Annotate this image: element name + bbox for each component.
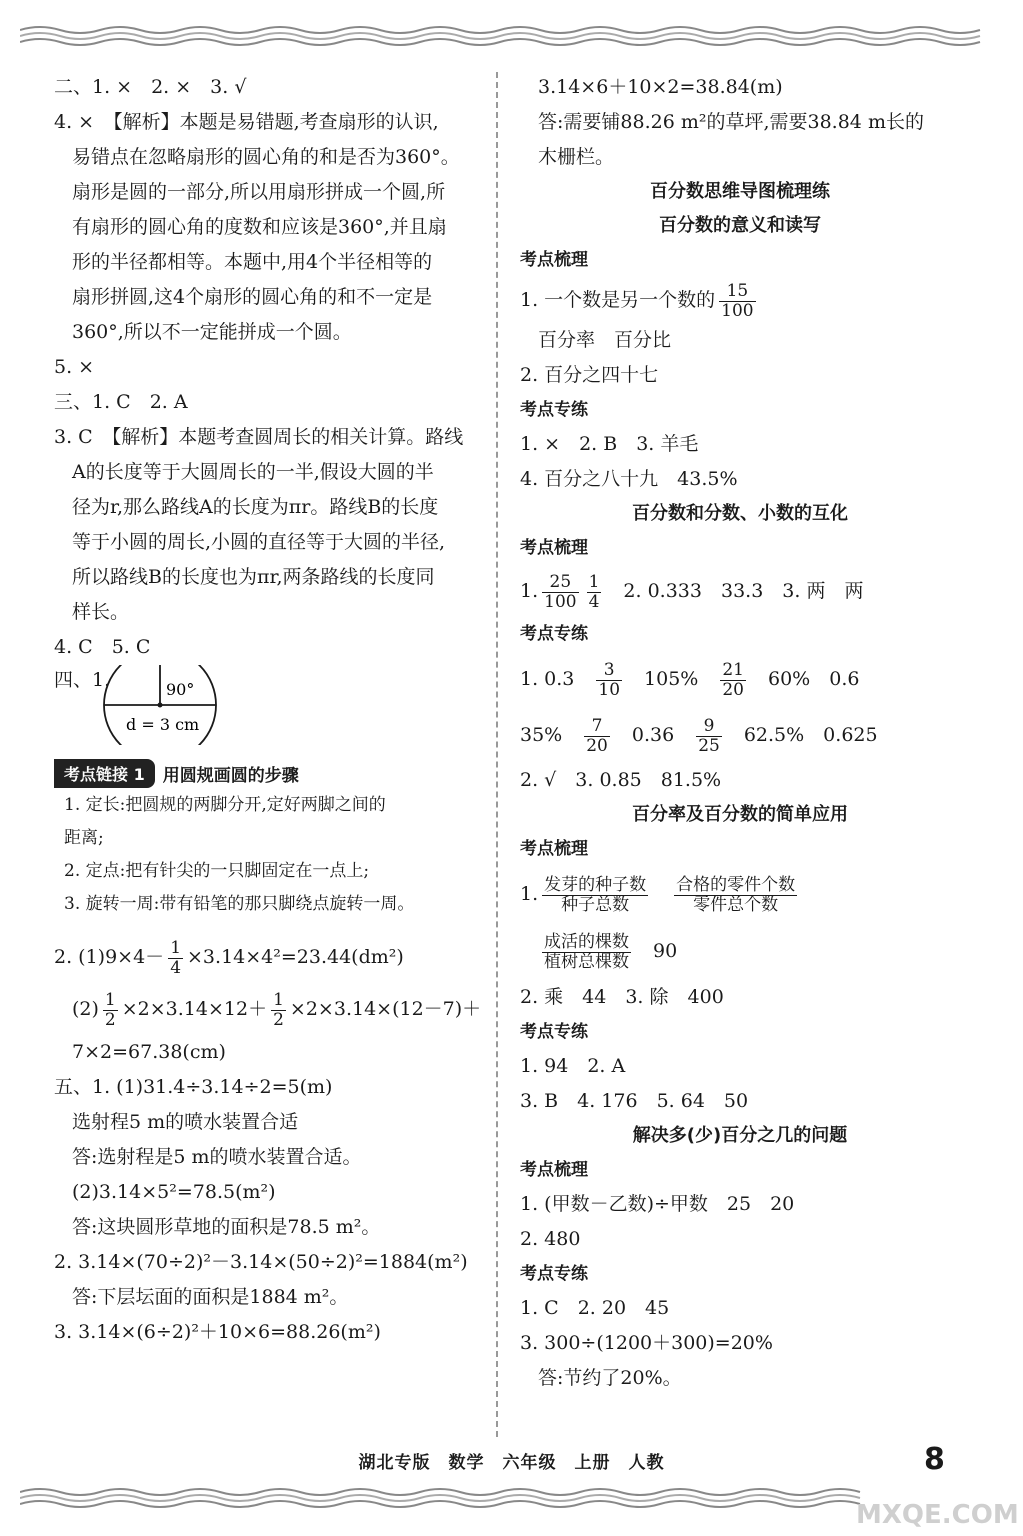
answer-line: 3. C 【解析】本题考查圆周长的相关计算。路线 <box>54 426 464 448</box>
top-decorative-border <box>20 22 1003 48</box>
expr-part: ×2×3.14×(12－7)＋ <box>289 998 482 1020</box>
section-label-practice: 考点专练 <box>520 624 588 644</box>
expr-part: 1. <box>520 883 539 905</box>
answer-line: 360°,所以不一定能拼成一个圆。 <box>72 321 352 343</box>
answer-line: 答:选射程是5 m的喷水装置合适。 <box>72 1146 362 1168</box>
answer-line: 1. × 2. B 3. 羊毛 <box>520 433 699 455</box>
answer-line: 5. × <box>54 356 95 378</box>
answer-line: 1. 94 2. A <box>520 1055 626 1077</box>
expr-part: (2) <box>72 998 99 1020</box>
answer-line: 3.14×6＋10×2=38.84(m) <box>538 76 783 98</box>
expr-part: 90 <box>653 940 678 962</box>
fraction <box>719 282 755 320</box>
denominator: 100 <box>721 300 754 321</box>
watermark: MXQE.COM <box>856 1500 1019 1530</box>
page-footer: 湖北专版 数学 六年级 上册 人教 <box>358 1453 665 1473</box>
fraction <box>103 991 118 1029</box>
answer-line: 1. (甲数－乙数)÷甲数 25 20 <box>520 1193 795 1215</box>
fraction <box>168 939 183 977</box>
answer-line: 五、1. (1)31.4÷3.14÷2=5(m) <box>54 1076 333 1098</box>
denominator: 10 <box>598 679 621 700</box>
numerator: 成活的棵数 <box>544 931 629 952</box>
expr-part: 2. (1)9×4－ <box>54 946 165 968</box>
answer-line: 答:下层坛面的面积是1884 m²。 <box>72 1286 349 1308</box>
answer-line <box>520 565 960 617</box>
answer-line: A的长度等于大圆周长的一半,假设大圆的半 <box>72 461 434 483</box>
answer-line: 形的半径都相等。本题中,用4个半径相等的 <box>72 251 433 273</box>
left-column <box>54 70 482 1350</box>
answer-line: 所以路线B的长度也为πr,两条路线的长度同 <box>72 566 435 588</box>
answer-line: 答:需要铺88.26 m²的草坪,需要38.84 m长的 <box>538 111 924 133</box>
answer-line: 4. × 【解析】本题是易错题,考查扇形的认识, <box>54 111 439 133</box>
section-label-sort: 考点梳理 <box>520 1160 588 1180</box>
fraction <box>542 573 578 611</box>
numerator: 9 <box>696 717 722 737</box>
numerator: 21 <box>722 659 744 680</box>
section-label-practice: 考点专练 <box>520 1022 588 1042</box>
numerator: 1 <box>170 937 182 958</box>
answer-line <box>520 922 960 980</box>
section-title: 百分数和分数、小数的互化 <box>632 503 848 524</box>
column-divider <box>496 72 498 1437</box>
fraction <box>584 717 610 755</box>
numerator: 发芽的种子数 <box>544 874 647 895</box>
circle-figure-row <box>54 665 482 747</box>
answer-line: 3. 300÷(1200＋300)=20% <box>520 1332 773 1354</box>
answer-line <box>54 983 482 1035</box>
note-line: 2. 定点:把有针尖的一只脚固定在一点上; <box>64 861 370 881</box>
expr-part: 2. 0.333 33.3 3. 两 两 <box>623 580 864 602</box>
answer-line: 选射程5 m的喷水装置合适 <box>72 1111 299 1133</box>
numerator: 7 <box>584 717 610 737</box>
denominator: 植树总棵数 <box>544 951 629 972</box>
expr-part: 105% <box>644 668 699 690</box>
denominator: 20 <box>586 735 608 756</box>
answer-line: 易错点在忽略扇形的圆心角的和是否为360°。 <box>72 146 460 168</box>
section-title: 解决多(少)百分之几的问题 <box>632 1125 848 1146</box>
answer-line: 有扇形的圆心角的度数和应该是360°,并且扇 <box>72 216 447 238</box>
denominator: 100 <box>544 591 577 612</box>
answer-line: 2. √ 3. 0.85 81.5% <box>520 769 722 791</box>
denominator: 2 <box>104 1009 116 1030</box>
answer-line: 答:这块圆形草地的面积是78.5 m²。 <box>72 1216 381 1238</box>
answer-line: 四、1. <box>54 669 111 691</box>
answer-line: 2. 480 <box>520 1228 581 1250</box>
diameter-label: d = 3 cm <box>126 715 200 734</box>
denominator: 零件总个数 <box>693 894 779 915</box>
circle-diagram <box>100 665 220 745</box>
answer-line: 三、1. C 2. A <box>54 391 188 413</box>
numerator: 1 <box>273 989 284 1010</box>
note-line: 1. 定长:把圆规的两脚分开,定好两脚之间的 <box>64 795 386 815</box>
answer-line: 扇形拼圆,这4个扇形的圆心角的和不一定是 <box>72 286 433 308</box>
answer-line: 4. C 5. C <box>54 636 151 658</box>
answer-line <box>520 651 960 707</box>
numerator: 1 <box>104 989 116 1010</box>
numerator: 1 <box>588 571 600 592</box>
expr-part: 0.36 <box>631 724 675 746</box>
expr-part: 1. 一个数是另一个数的 <box>520 289 716 311</box>
section-title: 百分数的意义和读写 <box>659 215 821 236</box>
knowledge-link-header <box>54 757 482 789</box>
fraction <box>696 717 722 755</box>
expr-part: ×2×3.14×12＋ <box>121 998 268 1020</box>
knowledge-link-tag: 考点链接 1 <box>54 759 155 788</box>
fraction <box>271 991 286 1029</box>
expr-part: ×3.14×4²=23.44(dm²) <box>187 946 404 968</box>
section-title-main: 百分数思维导图梳理练 <box>650 181 830 202</box>
note-line: 3. 旋转一周:带有铅笔的那只脚绕点旋转一周。 <box>64 894 415 914</box>
answer-line <box>54 931 482 983</box>
section-label-sort: 考点梳理 <box>520 538 588 558</box>
answer-line: 扇形是圆的一部分,所以用扇形拼成一个圆,所 <box>72 181 446 203</box>
fraction <box>587 573 602 611</box>
denominator: 种子总数 <box>561 894 630 915</box>
denominator: 25 <box>698 735 720 756</box>
fraction <box>596 661 622 699</box>
denominator: 2 <box>273 1009 284 1030</box>
answer-line <box>520 866 960 922</box>
section-label-sort: 考点梳理 <box>520 250 588 270</box>
answer-line: 木栅栏。 <box>538 146 615 168</box>
fraction <box>542 933 631 971</box>
numerator: 25 <box>542 573 578 593</box>
answer-line: 2. 3.14×(70÷2)²－3.14×(50÷2)²=1884(m²) <box>54 1251 468 1273</box>
expr-part: 1. 0.3 <box>520 668 575 690</box>
denominator: 4 <box>170 957 182 978</box>
answer-line <box>520 707 960 763</box>
answer-line: 4. 百分之八十九 43.5% <box>520 468 738 490</box>
answer-line: 样长。 <box>72 601 130 623</box>
answer-line: 二、1. × 2. × 3. √ <box>54 76 247 98</box>
answer-line: 3. 3.14×(6÷2)²＋10×6=88.26(m²) <box>54 1321 381 1343</box>
expr-part: 62.5% 0.625 <box>743 724 878 746</box>
fraction <box>542 876 648 914</box>
answer-line: 3. B 4. 176 5. 64 50 <box>520 1090 749 1112</box>
expr-part: 60% 0.6 <box>768 668 860 690</box>
answer-line: 2. 百分之四十七 <box>520 364 659 386</box>
fraction <box>674 876 797 914</box>
answer-line: 1. C 2. 20 45 <box>520 1297 670 1319</box>
answer-line <box>520 277 960 323</box>
angle-label: 90° <box>166 680 195 699</box>
section-label-sort: 考点梳理 <box>520 839 588 859</box>
answer-line: 等于小圆的周长,小圆的直径等于大圆的半径, <box>72 531 446 553</box>
section-title: 百分率及百分数的简单应用 <box>632 804 848 825</box>
answer-line: (2)3.14×5²=78.5(m²) <box>72 1181 276 1203</box>
answer-line: 7×2=67.38(cm) <box>72 1041 226 1063</box>
answer-line: 百分率 百分比 <box>538 329 672 351</box>
answer-line: 2. 乘 44 3. 除 400 <box>520 986 724 1008</box>
expr-part: 35% <box>520 724 563 746</box>
section-label-practice: 考点专练 <box>520 400 588 420</box>
numerator: 3 <box>596 661 622 681</box>
fraction <box>720 661 746 699</box>
note-line: 距离; <box>64 828 104 848</box>
denominator: 4 <box>588 591 600 612</box>
answer-line: 径为r,那么路线A的长度为πr。路线B的长度 <box>72 496 439 518</box>
numerator: 15 <box>719 282 755 302</box>
answer-line: 答:节约了20%。 <box>538 1367 682 1389</box>
numerator: 合格的零件个数 <box>676 874 796 895</box>
denominator: 20 <box>722 679 744 700</box>
section-label-practice: 考点专练 <box>520 1264 588 1284</box>
page-number: 8 <box>924 1442 945 1477</box>
right-column <box>520 70 960 1396</box>
expr-part: 1. <box>520 580 539 602</box>
knowledge-link-title: 用圆规画圆的步骤 <box>162 765 299 786</box>
